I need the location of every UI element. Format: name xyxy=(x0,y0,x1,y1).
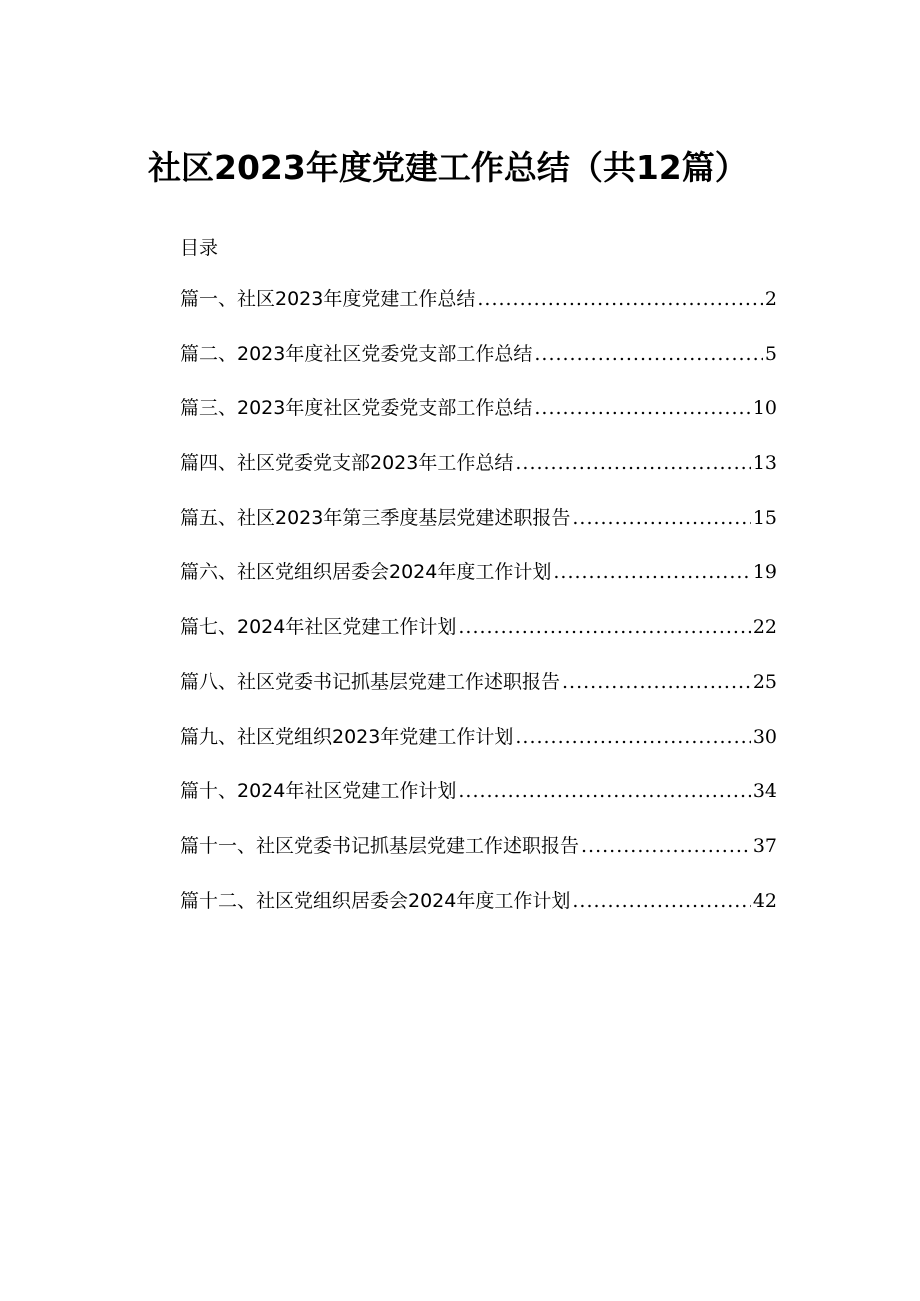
toc-leader-dots xyxy=(562,668,751,696)
toc-item-label: 篇十、2024年社区党建工作计划 xyxy=(180,780,457,803)
toc-item[interactable] xyxy=(180,504,777,559)
toc-item-label: 篇二、2023年度社区党委党支部工作总结 xyxy=(180,342,533,365)
toc-item[interactable] xyxy=(180,558,777,613)
toc-item-label: 篇三、2023年度社区党委党支部工作总结 xyxy=(180,397,533,420)
toc-leader-dots xyxy=(515,449,750,477)
toc-leader-dots xyxy=(515,723,750,751)
toc-leader-dots xyxy=(553,558,750,586)
toc-item[interactable] xyxy=(180,394,777,449)
toc-item[interactable] xyxy=(180,668,777,723)
toc-item[interactable] xyxy=(180,340,777,395)
toc-item-page: 5 xyxy=(764,342,777,365)
toc-item-page: 15 xyxy=(752,506,777,529)
toc-item-label: 篇十二、社区党组织居委会2024年度工作计划 xyxy=(180,889,571,912)
toc-item[interactable] xyxy=(180,613,777,668)
toc-item-label: 篇九、社区党组织2023年党建工作计划 xyxy=(180,725,514,748)
toc-leader-dots xyxy=(572,887,750,915)
toc-item-label: 篇七、2024年社区党建工作计划 xyxy=(180,616,457,639)
toc-item-page: 22 xyxy=(752,616,777,639)
toc-item[interactable] xyxy=(180,285,777,340)
toc-item-page: 37 xyxy=(752,834,777,857)
toc-leader-dots xyxy=(458,613,750,641)
toc-item-page: 42 xyxy=(752,889,777,912)
document-title: 社区2023年度党建工作总结（共12篇） xyxy=(148,148,748,187)
toc-item-page: 30 xyxy=(752,725,777,748)
toc-item[interactable] xyxy=(180,832,777,887)
toc-item[interactable] xyxy=(180,723,777,778)
toc-item-page: 19 xyxy=(752,561,777,584)
toc-item-label: 篇一、社区2023年度党建工作总结 xyxy=(180,288,476,310)
toc-leader-dots xyxy=(477,285,763,313)
toc-item[interactable] xyxy=(180,777,777,832)
toc-item-label: 篇六、社区党组织居委会2024年度工作计划 xyxy=(180,561,552,584)
toc-leader-dots xyxy=(581,832,751,860)
toc-item-page: 2 xyxy=(764,288,777,310)
toc-item-page: 25 xyxy=(752,670,777,693)
toc-item[interactable] xyxy=(180,449,777,504)
toc-item-page: 10 xyxy=(752,397,777,420)
toc-item-label: 篇五、社区2023年第三季度基层党建述职报告 xyxy=(180,506,571,529)
toc-leader-dots xyxy=(534,340,763,368)
toc-item-label: 篇十一、社区党委书记抓基层党建工作述职报告 xyxy=(180,834,580,857)
toc-heading: 目录 xyxy=(180,237,219,259)
table-of-contents xyxy=(180,285,777,941)
toc-item[interactable] xyxy=(180,887,777,942)
toc-item-label: 篇四、社区党委党支部2023年工作总结 xyxy=(180,452,514,475)
toc-leader-dots xyxy=(572,504,750,532)
toc-item-label: 篇八、社区党委书记抓基层党建工作述职报告 xyxy=(180,670,561,693)
toc-leader-dots xyxy=(458,777,750,805)
toc-item-page: 34 xyxy=(752,780,777,803)
toc-item-page: 13 xyxy=(752,452,777,475)
toc-leader-dots xyxy=(534,394,750,422)
